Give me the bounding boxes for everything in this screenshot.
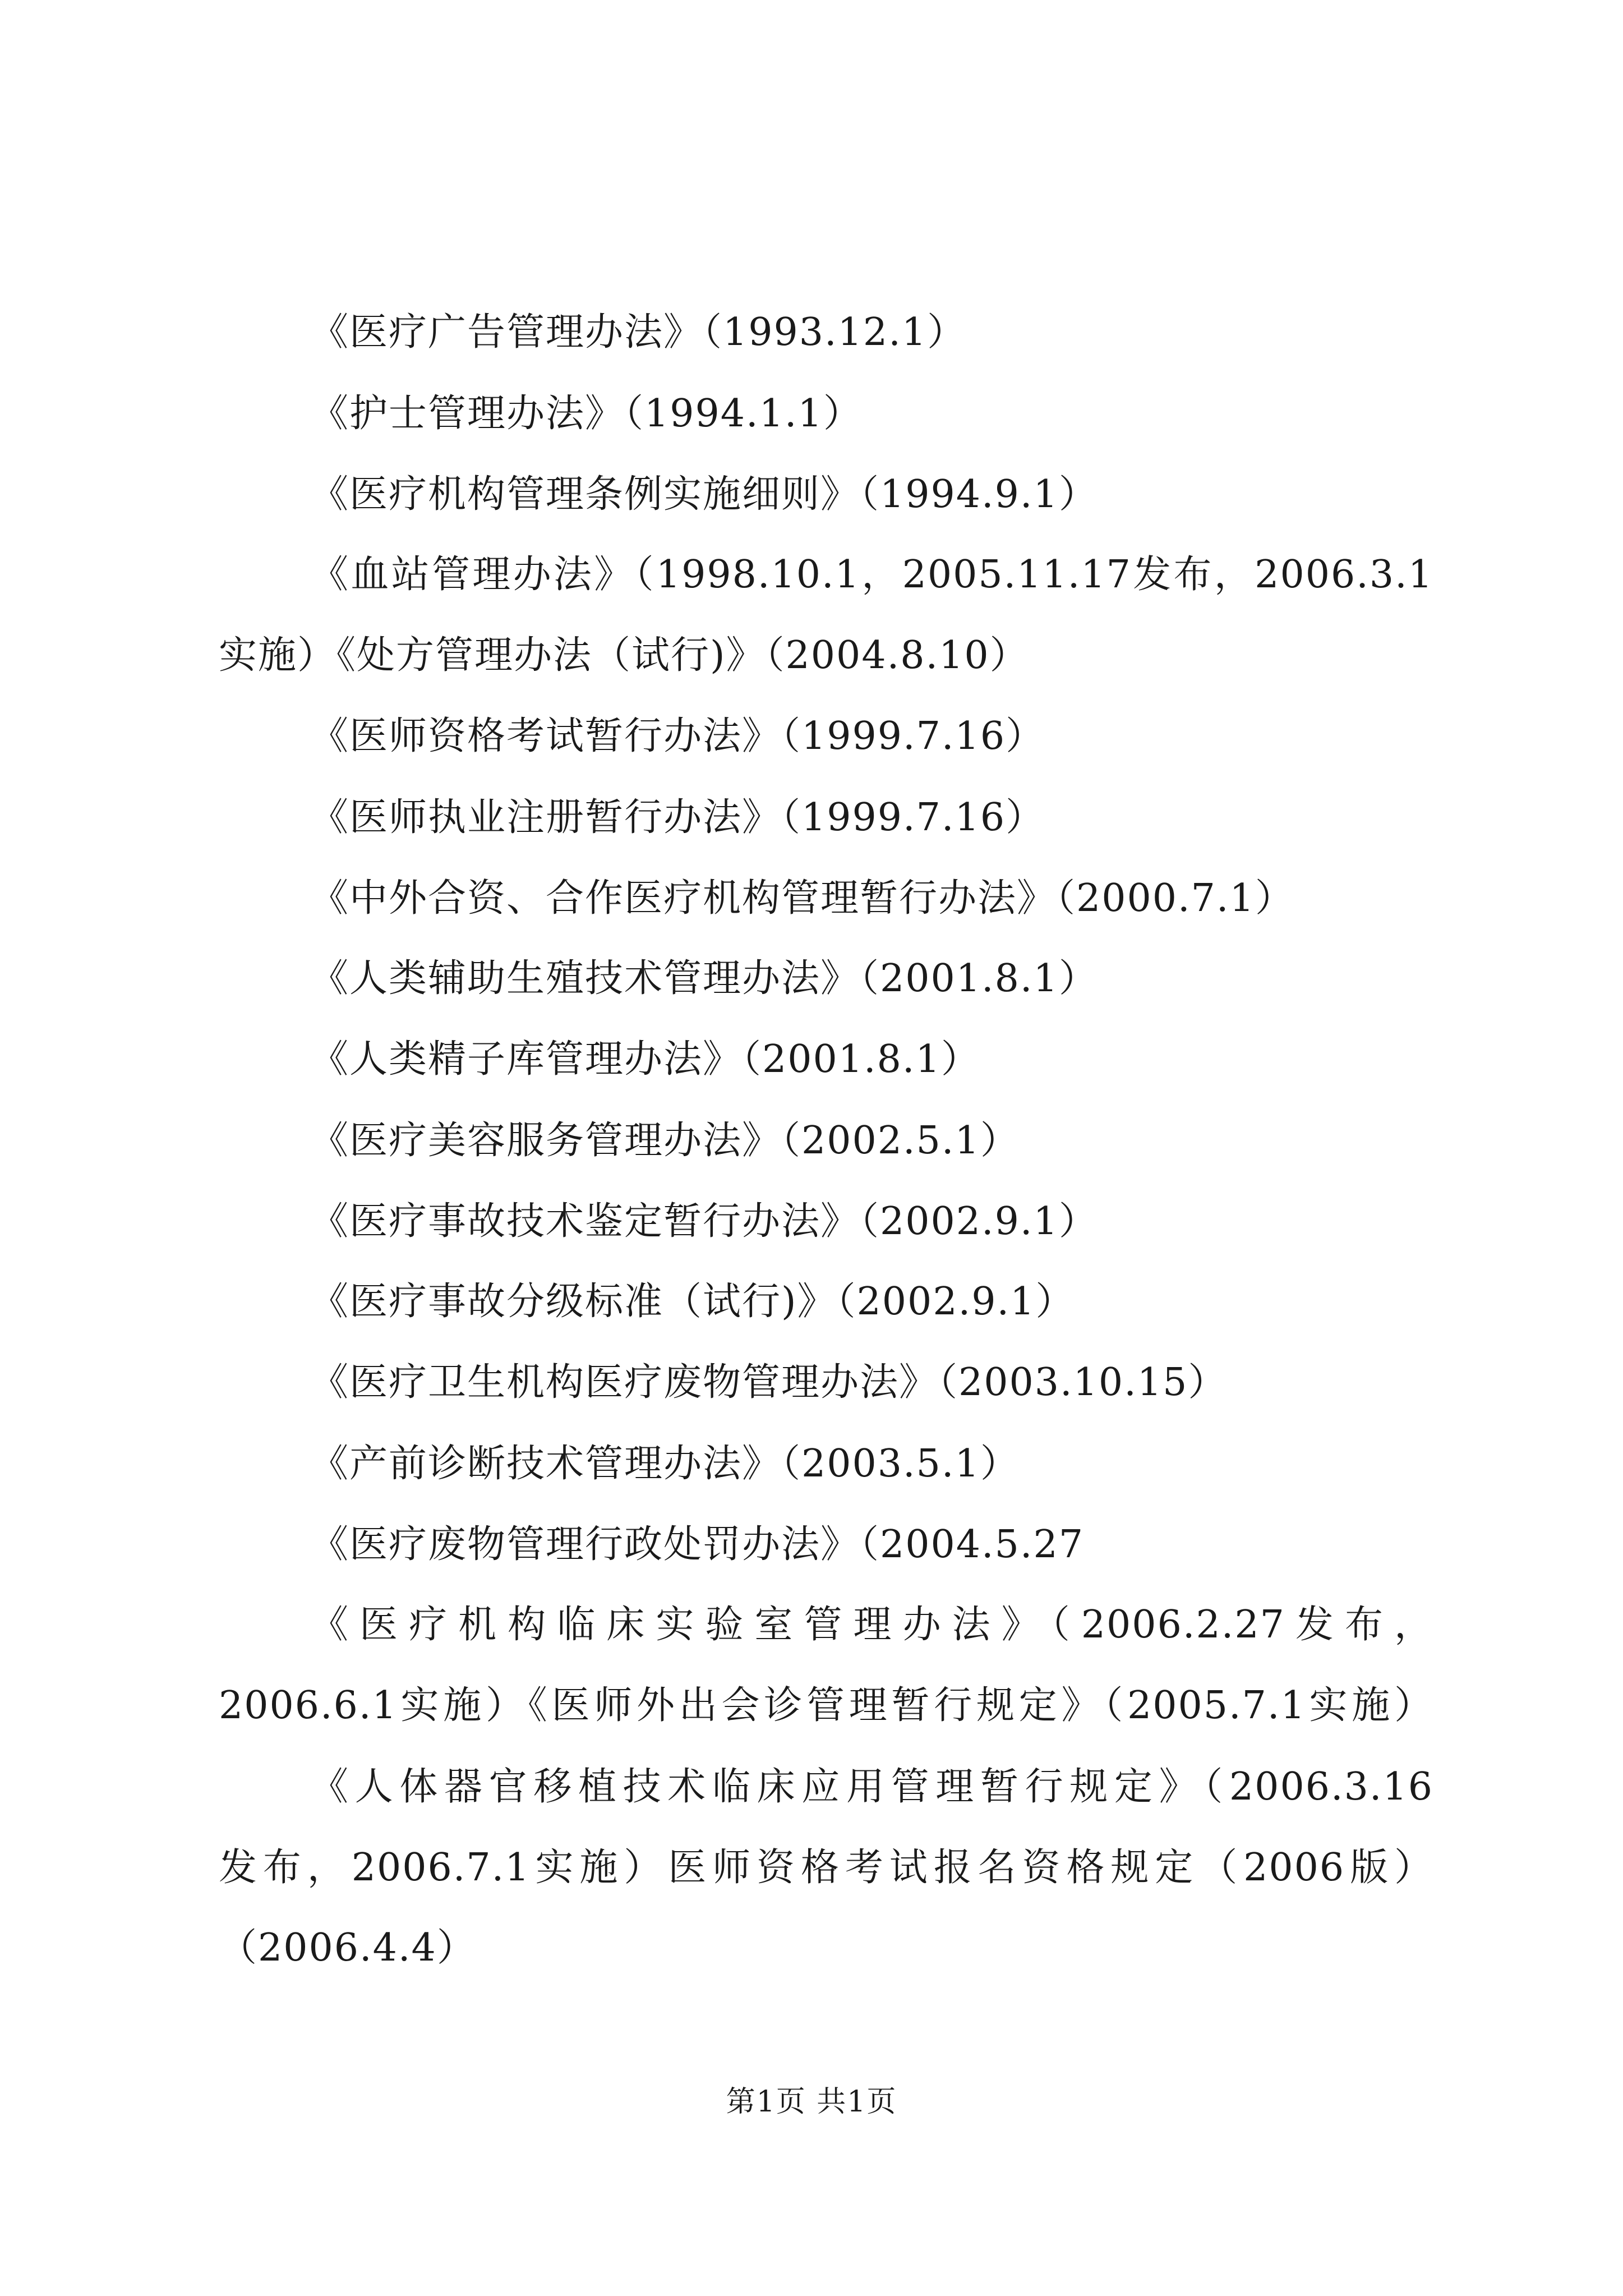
text-line: 《医疗机构临床实验室管理办法》（2006.2.27发布，: [310, 1603, 1433, 1647]
text-line: 《医师执业注册暂行办法》（1999.7.16）: [310, 795, 1045, 840]
text-line: 《中外合资、合作医疗机构管理暂行办法》（2000.7.1）: [310, 876, 1294, 921]
text-line: 《医疗卫生机构医疗废物管理办法》（2003.10.15）: [310, 1360, 1228, 1405]
text-line: 《医师资格考试暂行办法》（1999.7.16）: [310, 714, 1045, 758]
text-line: 《医疗事故分级标准（试行)》（2002.9.1）: [310, 1280, 1075, 1324]
text-line: 《人类辅助生殖技术管理办法》（2001.8.1）: [310, 956, 1098, 1001]
text-line: 《医疗广告管理办法》（1993.12.1）: [310, 310, 967, 355]
text-line: 《护士管理办法》（1994.1.1）: [310, 392, 863, 436]
text-line: 《医疗事故技术鉴定暂行办法》（2002.9.1）: [310, 1199, 1098, 1244]
text-line: （2006.4.4）: [219, 1926, 476, 1970]
text-line: 2006.6.1实施）《医师外出会诊管理暂行规定》（2005.7.1实施）: [219, 1683, 1433, 1728]
page-footer: 第1页 共1页: [726, 2085, 897, 2119]
text-line: 发布，2006.7.1实施）医师资格考试报名资格规定（2006版）: [219, 1846, 1433, 1890]
text-line: 《产前诊断技术管理办法》（2003.5.1）: [310, 1442, 1020, 1486]
text-line: 《医疗废物管理行政处罚办法》（2004.5.27: [310, 1522, 1085, 1567]
text-line: 实施）《处方管理办法（试行)》（2004.8.10）: [219, 633, 1029, 678]
text-line: 《医疗美容服务管理办法》（2002.5.1）: [310, 1119, 1020, 1163]
text-line: 《医疗机构管理条例实施细则》（1994.9.1）: [310, 472, 1098, 517]
text-line: 《人体器官移植技术临床应用管理暂行规定》（2006.3.16: [310, 1765, 1433, 1809]
text-line: 《人类精子库管理办法》（2001.8.1）: [310, 1037, 980, 1082]
text-line: 《血站管理办法》（1998.10.1，2005.11.17发布，2006.3.1: [310, 553, 1433, 597]
